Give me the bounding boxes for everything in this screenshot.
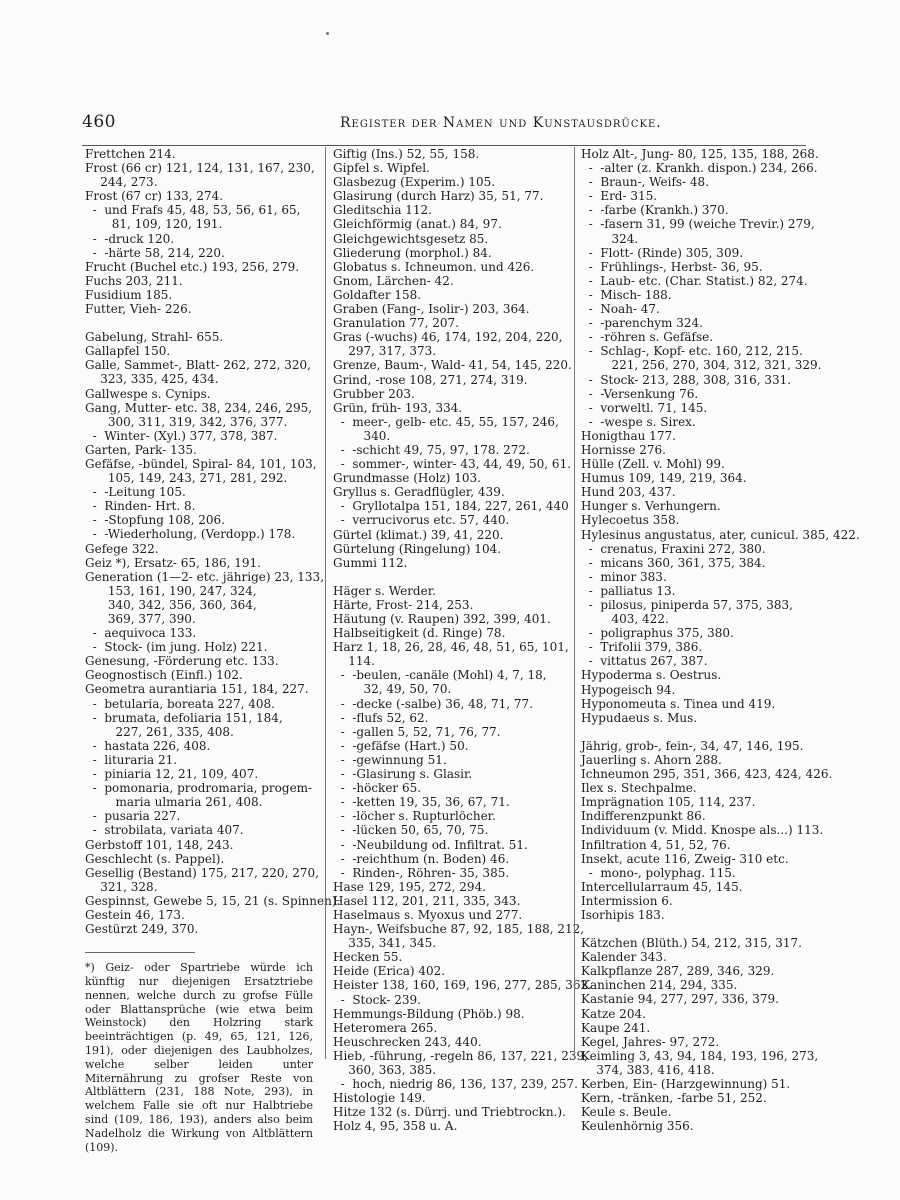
index-entry: - Flott- (Rinde) 305, 309. [581,245,744,260]
index-entry: - -lücken 50, 65, 70, 75. [333,823,489,838]
index-entry: Genesung, -Förderung etc. 133. [85,654,279,669]
index-entry: Gürtelung (Ringelung) 104. [333,541,502,556]
index-entry: 297, 317, 373. [333,344,437,359]
index-entry: Hypudaeus s. Mus. [581,710,698,725]
index-entry: Frettchen 214. [85,147,176,161]
index-entry: Gleichgewichtsgesetz 85. [333,231,489,246]
index-entry: Keulenhörnig 356. [581,1119,694,1134]
index-entry: Gespinnst, Gewebe 5, 15, 21 (s. Spinnen). [85,893,341,908]
index-entry: Isorhipis 183. [581,907,665,922]
index-entry: - -Neubildung od. Infiltrat. 51. [333,837,528,852]
index-entry: - -gallen 5, 52, 71, 76, 77. [333,724,501,739]
index-entry: Gleditschia 112. [333,203,432,218]
column-entries [581,147,860,1134]
index-entry: Gefäfse, -bündel, Spiral- 84, 101, 103, [85,456,317,471]
index-entry: Graben (Fang-, Isolir-) 203, 364. [333,302,530,317]
index-entry: Kaupe 241. [581,1020,651,1035]
index-entry: - lituraria 21. [85,752,178,767]
index-entry: - palliatus 13. [581,583,676,598]
index-entry: - pomonaria, prodromaria, progem- [85,781,313,796]
index-entry: - -decke (-salbe) 36, 48, 71, 77. [333,696,534,711]
column-entries [85,147,341,937]
index-entry: Hecken 55. [333,950,403,965]
index-entry: 340. [333,428,391,443]
index-entry: 369, 377, 390. [85,612,196,626]
index-entry: Humus 109, 149, 219, 364. [581,471,747,486]
index-entry: - -ketten 19, 35, 36, 67, 71. [333,795,510,810]
index-entry: Hülle (Zell. v. Mohl) 99. [581,457,725,472]
index-entry [333,570,573,584]
index-entry: Heister 138, 160, 169, 196, 277, 285, 362. [333,978,592,993]
index-entry: 114. [333,654,375,669]
index-entry [581,725,817,739]
index-entry: - Stock- (im jung. Holz) 221. [85,640,268,655]
index-entry: 32, 49, 50, 70. [333,682,452,697]
index-entry: - -wespe s. Sirex. [581,414,696,429]
index-entry: - piniaria 12, 21, 109, 407. [85,767,259,782]
index-entry: Infiltration 4, 51, 52, 76. [581,837,731,852]
index-entry: 323, 335, 425, 434. [85,372,219,387]
index-entry: - hoch, niedrig 86, 136, 137, 239, 257. [333,1077,578,1092]
index-entry: - pilosus, piniperda 57, 375, 383, [581,598,793,612]
index-entry: Galle, Sammet-, Blatt- 262, 272, 320, [85,358,311,373]
index-entry: Keimling 3, 43, 94, 184, 193, 196, 273, [581,1048,819,1063]
index-entry: - crenatus, Fraxini 272, 380. [581,541,766,556]
index-entry: - -parenchym 324. [581,316,703,331]
index-entry: Frost (66 cr) 121, 124, 131, 167, 230, [85,161,315,176]
index-entry: 244, 273. [85,175,158,190]
index-entry: Hasel 112, 201, 211, 335, 343. [333,893,521,908]
index-entry: - poligraphus 375, 380. [581,626,734,641]
index-entry: - Trifolii 379, 386. [581,640,703,655]
index-entry: - -alter (z. Krankh. dispon.) 234, 266. [581,161,818,176]
index-entry: Gesellig (Bestand) 175, 217, 220, 270, [85,865,319,880]
page-number: 460 [82,112,116,132]
index-entry: Gabelung, Strahl- 655. [85,330,224,345]
index-entry: Hornisse 276. [581,442,666,457]
index-entry: - verrucivorus etc. 57, 440. [333,513,510,528]
index-entry: - -flufs 52, 62. [333,710,429,725]
index-entry: Gleichförmig (anat.) 84, 97. [333,217,502,232]
header-rule [82,145,806,146]
index-entry: 335, 341, 345. [333,936,437,951]
index-entry: Holz Alt-, Jung- 80, 125, 135, 188, 268. [581,147,819,161]
index-entry: - -beulen, -canäle (Mohl) 4, 7, 18, [333,668,547,683]
index-entry: Keule s. Beule. [581,1105,672,1120]
index-entry: Katze 204. [581,1006,646,1021]
index-entry: 324. [581,231,639,246]
index-entry: Gerbstoff 101, 148, 243. [85,837,234,852]
index-entry: maria ulmaria 261, 408. [85,795,263,810]
index-entry: Hypogeisch 94. [581,682,676,697]
index-entry: Härte, Frost- 214, 253. [333,597,474,612]
index-entry: - Gryllotalpa 151, 184, 227, 261, 440 [333,499,569,514]
index-entry: Individuum (v. Midd. Knospe als...) 113. [581,823,824,838]
index-entry: Gürtel (klimat.) 39, 41, 220. [333,527,504,542]
index-entry: Häutung (v. Raupen) 392, 399, 401. [333,612,551,626]
index-entry: Gestürzt 249, 370. [85,922,199,937]
index-entry: - -reichthum (n. Boden) 46. [333,851,510,866]
index-entry: 221, 256, 270, 304, 312, 321, 329. [581,358,822,373]
index-entry: Intermission 6. [581,893,673,908]
index-entry: - Erd- 315. [581,189,658,204]
index-entry [581,922,817,936]
index-entry: - Laub- etc. (Char. Statist.) 82, 274. [581,273,808,288]
index-entry: Kaninchen 214, 294, 335. [581,978,738,993]
index-entry: Grenze, Baum-, Wald- 41, 54, 145, 220. [333,358,572,373]
index-entry: Hitze 132 (s. Dürrj. und Triebtrockn.). [333,1105,566,1120]
index-entry: Hunger s. Verhungern. [581,499,721,514]
index-entry: Frucht (Buchel etc.) 193, 256, 279. [85,259,300,274]
index-entry: Gnom, Lärchen- 42. [333,273,454,288]
index-entry: Hase 129, 195, 272, 294. [333,879,487,894]
index-entry: - Frühlings-, Herbst- 36, 95. [581,259,763,274]
index-entry: Generation (1—2- etc. jährige) 23, 133, [85,569,325,584]
index-entry: Kegel, Jahres- 97, 272. [581,1034,720,1049]
column-divider [325,147,326,1059]
index-entry: Grün, früh- 193, 334. [333,400,463,415]
index-entry: 105, 149, 243, 271, 281, 292. [85,471,288,486]
index-entry: Fusidium 185. [85,287,173,302]
index-entry: - und Frafs 45, 48, 53, 56, 61, 65, [85,203,301,218]
index-entry: - -Wiederholung, (Verdopp.) 178. [85,527,296,542]
index-entry: Heuschrecken 243, 440. [333,1034,482,1049]
index-entry: Grind, -rose 108, 271, 274, 319. [333,372,528,387]
index-entry: Kern, -tränken, -farbe 51, 252. [581,1091,767,1106]
index-entry: Kätzchen (Blüth.) 54, 212, 315, 317. [581,936,802,951]
column-entries [333,147,592,1134]
index-entry: - -Stopfung 108, 206. [85,513,225,528]
index-entry: - brumata, defoliaria 151, 184, [85,710,283,725]
index-entry: - -Leitung 105. [85,485,186,500]
running-title: Register der Namen und Kunstausdrücke. [340,115,662,131]
index-entry: - -fasern 31, 99 (weiche Trevir.) 279, [581,217,815,232]
index-entry: 227, 261, 335, 408. [85,724,234,739]
index-entry: Frost (67 cr) 133, 274. [85,189,224,204]
index-entry: - Misch- 188. [581,287,672,302]
index-entry: - strobilata, variata 407. [85,823,244,838]
index-entry: - betularia, boreata 227, 408. [85,696,275,711]
index-entry: - Schlag-, Kopf- etc. 160, 212, 215. [581,344,803,359]
index-entry: Geiz *), Ersatz- 65, 186, 191. [85,555,261,570]
index-entry: - -höcker 65. [333,781,422,796]
index-column-3 [581,147,860,1140]
index-entry: Geometra aurantiaria 151, 184, 227. [85,682,309,697]
index-entry: - -röhren s. Gefäfse. [581,330,714,345]
speck-mark [326,32,329,35]
index-entry: Glasirung (durch Harz) 35, 51, 77. [333,189,544,204]
index-entry: - sommer-, winter- 43, 44, 49, 50, 61. [333,457,572,472]
index-entry: Haselmaus s. Myoxus und 277. [333,907,523,922]
index-entry: Harz 1, 18, 26, 28, 46, 48, 51, 65, 101, [333,640,569,655]
index-entry: Jauerling s. Ahorn 288. [581,752,722,767]
index-column-2 [333,147,592,1140]
index-entry: Gefege 322. [85,541,159,556]
index-entry: Hund 203, 437. [581,485,676,500]
index-entry: Honigthau 177. [581,428,676,443]
index-entry: 340, 342, 356, 360, 364, [85,597,257,612]
index-entry: Garten, Park- 135. [85,442,197,457]
index-entry: Hylesinus angustatus, ater, cunicul. 385, 422. [581,527,860,542]
index-entry: Imprägnation 105, 114, 237. [581,795,756,810]
index-entry: - -Versenkung 76. [581,386,699,401]
footnote-rule [85,952,195,953]
index-entry: Hayn-, Weifsbuche 87, 92, 185, 188, 212, [333,922,585,937]
index-entry: Ichneumon 295, 351, 366, 423, 424, 426. [581,767,833,782]
index-entry: - micans 360, 361, 375, 384. [581,555,766,570]
index-entry: Indifferenzpunkt 86. [581,809,706,824]
index-entry: - Noah- 47. [581,302,660,317]
index-entry: Intercellularraum 45, 145. [581,879,743,894]
index-entry: - -härte 58, 214, 220. [85,245,225,260]
index-entry: Giftig (Ins.) 52, 55, 158. [333,147,480,161]
index-entry: - -schicht 49, 75, 97, 178. 272. [333,442,530,457]
index-entry: 321, 328. [85,879,158,894]
index-entry: Holz 4, 95, 358 u. A. [333,1119,458,1134]
index-entry: - Rinden- Hrt. 8. [85,499,196,514]
index-entry: - Winter- (Xyl.) 377, 378, 387. [85,428,278,443]
index-entry: Granulation 77, 207. [333,316,459,331]
index-entry: Gallwespe s. Cynips. [85,386,211,401]
index-entry: Futter, Vieh- 226. [85,302,192,317]
index-entry: Kerben, Ein- (Harzgewinnung) 51. [581,1077,791,1091]
index-entry: Fuchs 203, 211. [85,273,183,288]
index-entry: - vittatus 267, 387. [581,654,708,669]
index-entry: Gallapfel 150. [85,344,171,359]
index-entry: Insekt, acute 116, Zweig- 310 etc. [581,851,789,866]
index-entry: - Braun-, Weifs- 48. [581,175,710,190]
index-entry: Kalkpflanze 287, 289, 346, 329. [581,964,775,979]
index-entry: Hypoderma s. Oestrus. [581,668,722,683]
index-entry: Gummi 112. [333,555,408,570]
index-entry: Häger s. Werder. [333,583,436,598]
index-entry: Hyponomeuta s. Tinea und 419. [581,696,776,711]
index-entry: Hemmungs-Bildung (Phöb.) 98. [333,1006,525,1021]
index-entry: Gras (-wuchs) 46, 174, 192, 204, 220, [333,330,563,345]
index-entry: - -farbe (Krankh.) 370. [581,203,729,218]
index-entry: Kalender 343. [581,950,667,965]
index-entry: - Stock- 213, 288, 308, 316, 331. [581,372,792,387]
index-entry: - meer-, gelb- etc. 45, 55, 157, 246, [333,414,559,429]
index-entry: - mono-, polyphag. 115. [581,865,736,880]
column-divider [574,147,575,1059]
index-entry: Hylecoetus 358. [581,513,680,528]
index-entry: - -löcher s. Rupturlöcher. [333,809,496,824]
index-entry: Histologie 149. [333,1091,426,1106]
index-entry: Kastanie 94, 277, 297, 336, 379. [581,992,779,1007]
index-entry: Globatus s. Ichneumon. und 426. [333,259,535,274]
index-entry: - aequivoca 133. [85,626,197,641]
index-column-1 [85,147,341,1154]
index-entry: Gryllus s. Geradflügler, 439. [333,485,505,500]
index-entry: - Stock- 239. [333,992,421,1007]
footnote: *) Geiz- oder Spartriebe würde ich künftig nur diejenigen Ersatztriebe nennen, welche durch zu grofse Fülle oder Blattansprüche (wie etwa beim Weinstock) den Holzring stark beeinträchtigen (p. 49, 65, 121, 126, 191), oder diejenigen des Laubholzes, welche selber leiden unter Miternährung zu grofser Reste von Altblättern (231, 188 Note, 293), in welchem Falle sie oft nur Halbtriebe sind (109, 186, 193), anders also beim Nadelholz die Wirkung von Altblättern (109). [85,961,313,1154]
index-entry: Heide (Erica) 402. [333,964,446,979]
index-entry: Heteromera 265. [333,1020,438,1035]
index-entry: - Rinden-, Röhren- 35, 385. [333,865,510,880]
index-entry: - -gewinnung 51. [333,752,447,767]
index-entry: Hieb, -führung, -regeln 86, 137, 221, 239, [333,1048,588,1063]
index-entry: Gliederung (morphol.) 84. [333,245,492,260]
index-entry: 153, 161, 190, 247, 324, [85,583,257,598]
index-entry: 374, 383, 416, 418. [581,1062,715,1077]
index-entry: - minor 383. [581,569,667,584]
index-entry [85,316,315,330]
index-entry: 403, 422. [581,612,669,627]
index-entry: Geognostisch (Einfl.) 102. [85,668,243,683]
index-entry: Glasbezug (Experim.) 105. [333,175,496,190]
index-entry: Grubber 203. [333,386,415,401]
index-entry: Gestein 46, 173. [85,907,185,922]
index-entry: 360, 363, 385. [333,1063,437,1077]
index-entry: Geschlecht (s. Pappel). [85,851,225,866]
index-entry: Halbseitigkeit (d. Ringe) 78. [333,626,506,641]
index-entry: Gang, Mutter- etc. 38, 234, 246, 295, [85,400,313,415]
index-entry: Goldafter 158. [333,287,422,302]
index-entry: Gipfel s. Wipfel. [333,161,430,176]
index-entry: - -druck 120. [85,231,175,246]
index-entry: - vorweltl. 71, 145. [581,400,708,415]
index-entry: - -gefäfse (Hart.) 50. [333,738,469,753]
index-entry: Grundmasse (Holz) 103. [333,471,481,486]
index-entry: 81, 109, 120, 191. [85,217,223,232]
index-entry: - pusaria 227. [85,809,181,824]
index-entry: - hastata 226, 408. [85,738,211,753]
index-entry: Ilex s. Stechpalme. [581,781,697,796]
index-entry: - -Glasirung s. Glasir. [333,767,473,782]
index-entry: Jährig, grob-, fein-, 34, 47, 146, 195. [581,738,804,753]
index-entry: 300, 311, 319, 342, 376, 377. [85,414,288,429]
